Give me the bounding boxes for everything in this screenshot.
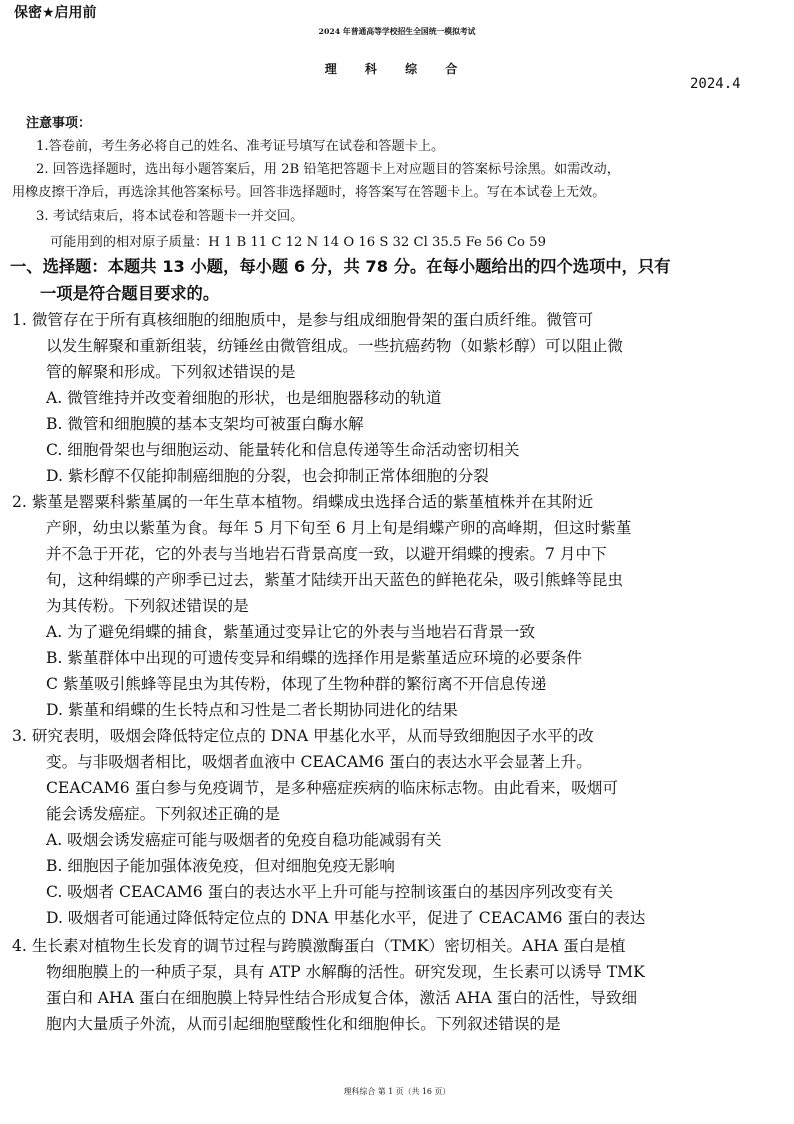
- q2-stem-line: 产卵，幼虫以紫堇为食。每年 5 月下旬至 6 月上旬是绢蝶产卵的高峰期，但这时紫堇: [46, 519, 632, 537]
- q2-stem-line: 旬，这种绢蝶的产卵季已过去，紫堇才陆续开出天蓝色的鲜艳花朵，吸引熊蜂等昆虫: [46, 571, 623, 589]
- q2-option-b: B. 紫堇群体中出现的可遗传变异和绢蝶的选择作用是紫堇适应环境的必要条件: [46, 649, 582, 667]
- q1-option-c: C. 细胞骨架也与细胞运动、能量转化和信息传递等生命活动密切相关: [46, 441, 520, 459]
- q3-stem-line: 变。与非吸烟者相比，吸烟者血液中 CEACAM6 蛋白的表达水平会显著上升。: [46, 753, 592, 771]
- q3-stem-line: CEACAM6 蛋白参与免疫调节，是多种癌症疾病的临床标志物。由此看来，吸烟可: [46, 779, 619, 797]
- q3-stem-line: 能会诱发癌症。下列叙述正确的是: [46, 805, 280, 823]
- exam-date: 2024.4: [690, 76, 741, 92]
- q2-option-a: A. 为了避免绢蝶的捕食，紫堇通过变异让它的外表与当地岩石背景一致: [46, 623, 535, 641]
- subject-title: 理 科 综 合: [324, 62, 470, 76]
- q3-option-c: C. 吸烟者 CEACAM6 蛋白的表达水平上升可能与控制该蛋白的基因序列改变有关: [46, 883, 614, 901]
- q1-stem-line: 1. 微管存在于所有真核细胞的细胞质中，是参与组成细胞骨架的蛋白质纤维。微管可: [12, 311, 594, 329]
- q1-option-d: D. 紫杉醇不仅能抑制癌细胞的分裂，也会抑制正常体细胞的分裂: [46, 467, 489, 485]
- note-item-1: 1.答卷前，考生务必将自己的姓名、准考证号填写在试卷和答题卡上。: [36, 139, 445, 154]
- q4-stem-line: 胞内大量质子外流，从而引起细胞壁酸性化和细胞伸长。下列叙述错误的是: [46, 1015, 561, 1033]
- q4-stem-line: 蛋白和 AHA 蛋白在细胞膜上特异性结合形成复合体，激活 AHA 蛋白的活性，导致细: [46, 989, 638, 1007]
- confidential-label: 保密★启用前: [14, 5, 97, 21]
- q2-stem-line: 并不急于开花，它的外表与当地岩石背景高度一致，以避开绢蝶的搜索。7 月中下: [46, 545, 607, 563]
- q3-option-b: B. 细胞因子能加强体液免疫，但对细胞免疫无影响: [46, 857, 395, 875]
- note-item-2a: 2. 回答选择题时，选出每小题答案后，用 2B 铅笔把答题卡上对应题目的答案标号涂黑。如需改动，: [36, 162, 620, 177]
- q2-option-d: D. 紫堇和绢蝶的生长特点和习性是二者长期协同进化的结果: [46, 701, 458, 719]
- q1-option-a: A. 微管维持并改变着细胞的形状，也是细胞器移动的轨道: [46, 389, 442, 407]
- q2-stem-line: 2. 紫堇是罂粟科紫堇属的一年生草本植物。绢蝶成虫选择合适的紫堇植株并在其附近: [12, 493, 594, 511]
- page-footer: 理科综合 第 1 页（共 16 页）: [343, 1087, 451, 1096]
- note-item-2b: 用橡皮擦干净后，再选涂其他答案标号。回答非选择题时，将答案写在答题卡上。写在本试卷上无效。: [12, 185, 606, 200]
- section-heading: 一、选择题：本题共 13 小题，每小题 6 分，共 78 分。在每小题给出的四个选项中，只有: [10, 257, 671, 276]
- note-item-3: 3. 考试结束后，将本试卷和答题卡一并交回。: [36, 209, 304, 224]
- q2-stem-line: 为其传粉。下列叙述错误的是: [46, 597, 249, 615]
- q3-option-d: D. 吸烟者可能通过降低特定位点的 DNA 甲基化水平，促进了 CEACAM6 蛋白的表达: [46, 909, 646, 927]
- q1-stem-line: 以发生解聚和重新组装，纺锤丝由微管组成。一些抗癌药物（如紫杉醇）可以阻止微: [46, 337, 623, 355]
- q1-stem-line: 管的解聚和形成。下列叙述错误的是: [46, 363, 296, 381]
- q2-option-c: C 紫堇吸引熊蜂等昆虫为其传粉，体现了生物种群的繁衍离不开信息传递: [46, 675, 547, 693]
- notes-heading: 注意事项：: [26, 116, 92, 131]
- section-heading-cont: 一项是符合题目要求的。: [40, 284, 220, 303]
- q3-option-a: A. 吸烟会诱发癌症可能与吸烟者的免疫自稳功能减弱有关: [46, 831, 442, 849]
- exam-title: 2024 年普通高等学校招生全国统一模拟考试: [318, 27, 476, 36]
- q4-stem-line: 4. 生长素对植物生长发育的调节过程与跨膜激酶蛋白（TMK）密切相关。AHA 蛋白是植: [12, 937, 626, 955]
- q1-option-b: B. 微管和细胞膜的基本支架均可被蛋白酶水解: [46, 415, 364, 433]
- q3-stem-line: 3. 研究表明，吸烟会降低特定位点的 DNA 甲基化水平，从而导致细胞因子水平的改: [12, 727, 594, 745]
- atomic-masses: 可能用到的相对原子质量：H 1 B 11 C 12 N 14 O 16 S 32 Cl 35.5 Fe 56 Co 59: [50, 235, 546, 250]
- q4-stem-line: 物细胞膜上的一种质子泵，具有 ATP 水解酶的活性。研究发现，生长素可以诱导 TMK: [46, 963, 645, 981]
